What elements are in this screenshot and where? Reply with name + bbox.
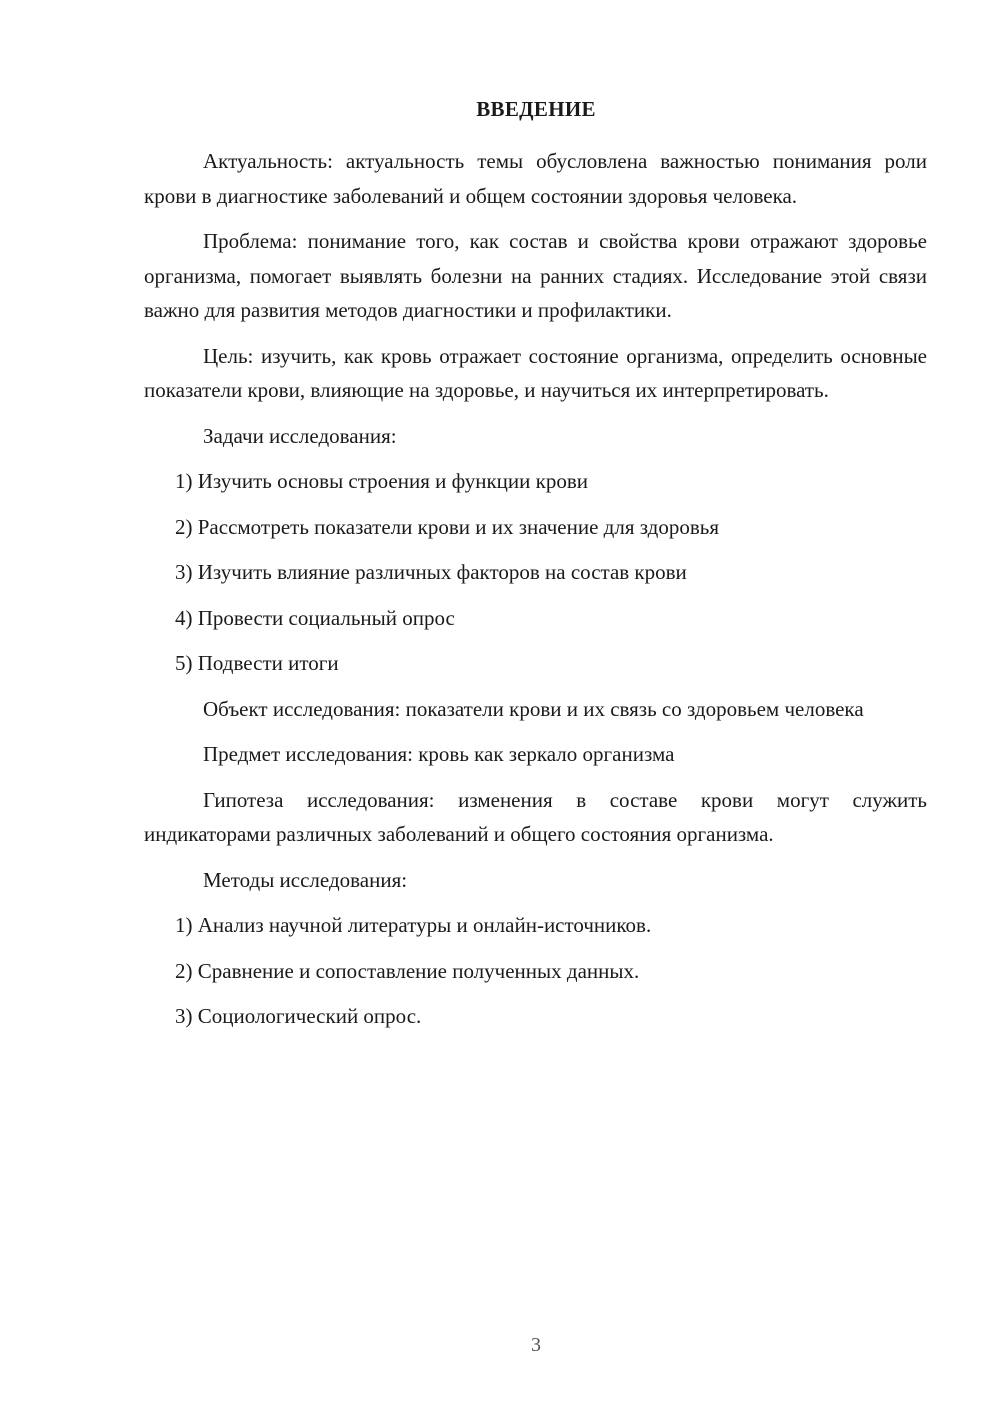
task-item: 1) Изучить основы строения и функции крови (175, 469, 588, 493)
task-item: 4) Провести социальный опрос (175, 605, 455, 630)
methods-heading: Методы исследования: (203, 867, 408, 892)
method-item: 2) Сравнение и сопоставление полученных данных. (175, 958, 640, 983)
page-number: 3 (531, 1334, 541, 1356)
task-item: 5) Подвести итоги (175, 651, 339, 675)
method-item: 3) Социологический опрос. (175, 1004, 422, 1028)
section-title: ВВЕДЕНИЕ (476, 97, 596, 121)
relevance-paragraph: Актуальность: актуальность темы обусловлена важностью понимания роли крови в диагностике заболеваний и общем состоянии здоровья человека. (144, 149, 927, 208)
document-body (144, 144, 927, 1045)
subject-paragraph: Предмет исследования: кровь как зеркало организма (203, 742, 675, 766)
problem-paragraph: Проблема: понимание того, как состав и свойства крови отражают здоровье организма, помогает выявлять болезни на ранних стадиях. Исследование этой связи важно для развития методов диагностики и профилактики. (144, 229, 927, 322)
method-item: 1) Анализ научной литературы и онлайн-источников. (175, 913, 652, 937)
hypothesis-paragraph: Гипотеза исследования: изменения в составе крови могут служить индикаторами различных заболеваний и общего состояния организма. (144, 787, 927, 846)
task-item: 2) Рассмотреть показатели крови и их значение для здоровья (175, 514, 719, 539)
object-paragraph: Объект исследования: показатели крови и их связь со здоровьем человека (203, 696, 864, 721)
task-item: 3) Изучить влияние различных факторов на состав крови (175, 560, 687, 584)
goal-paragraph: Цель: изучить, как кровь отражает состояние организма, определить основные показатели крови, влияющие на здоровье, и научиться их интерпретировать. (144, 343, 927, 402)
tasks-heading: Задачи исследования: (203, 423, 397, 448)
